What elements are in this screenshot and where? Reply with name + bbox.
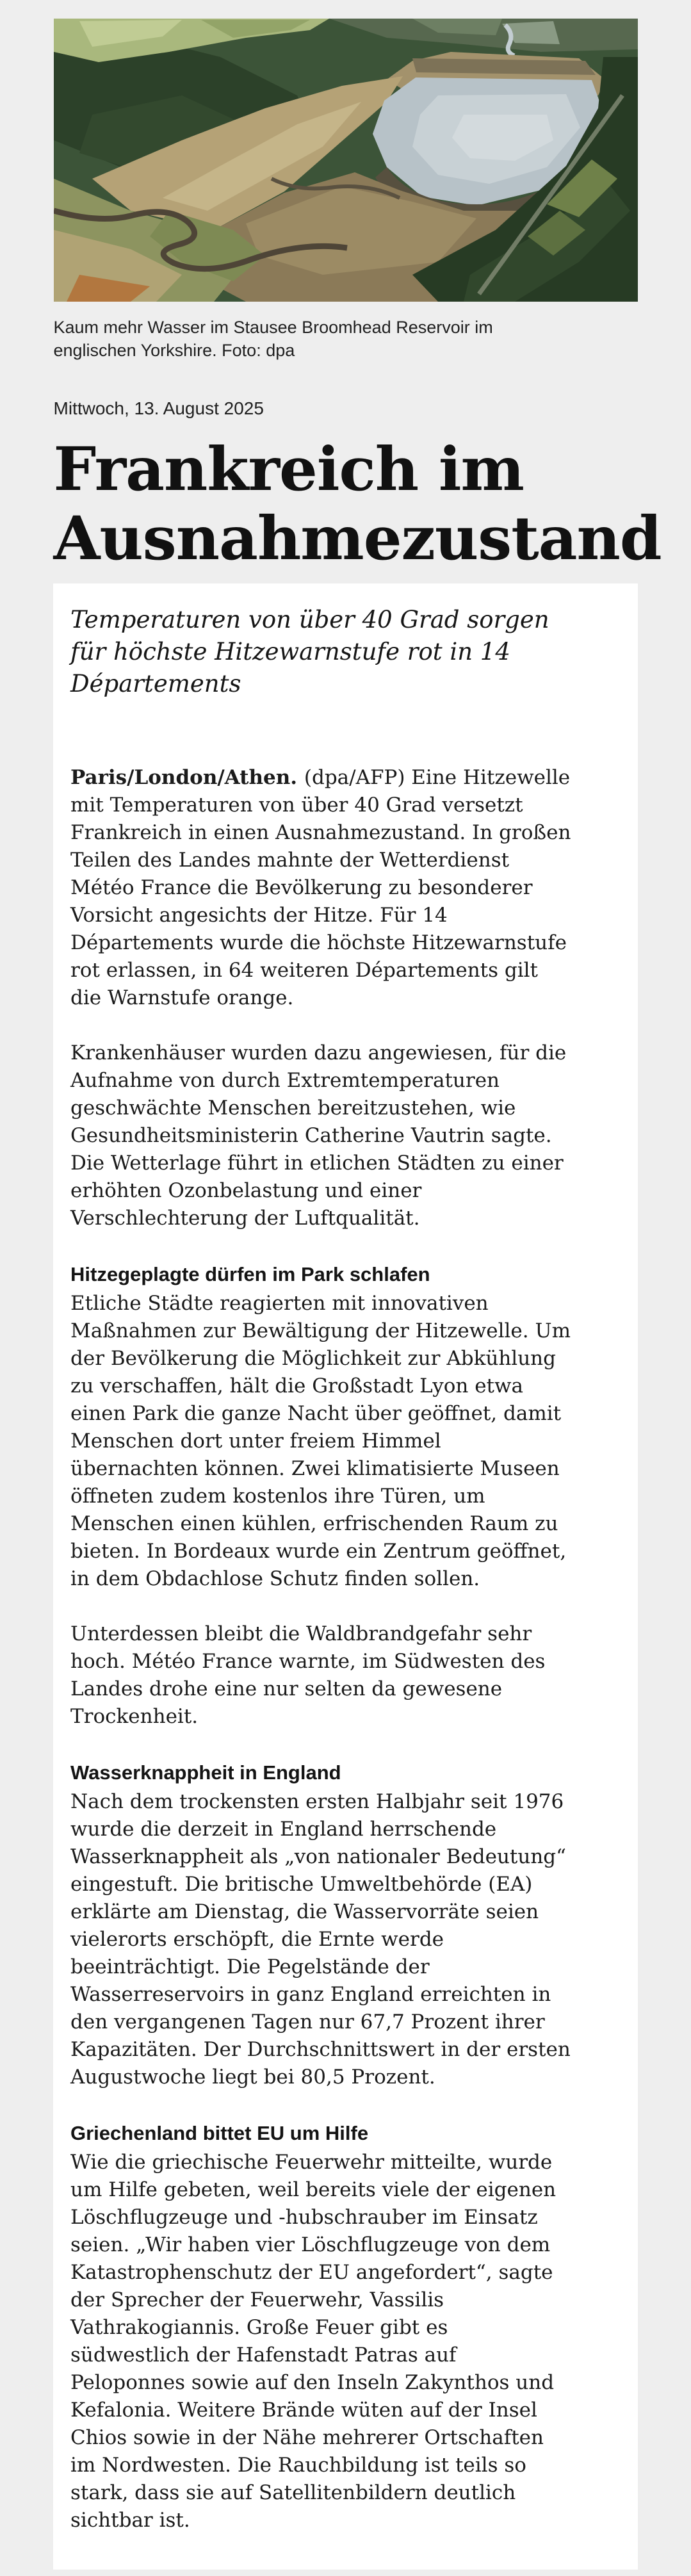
article-subheading: Hitzegeplagte dürfen im Park schlafen <box>70 1263 430 1285</box>
article-paragraph: Paris/London/Athen. (dpa/AFP) Eine Hitzewelle mit Temperaturen von über 40 Grad versetzt Frankreich in einen Ausnahmezustand. In großen Teilen des Landes mahnte der Wetterdienst Météo France die Bevölkerung zu besonderer Vorsicht angesichts der Hitze. Für 14 Départements wurde die höchste Hitzewarnstufe rot erlassen, in 64 weiteren Départements gilt die Warnstufe orange. <box>70 766 571 1009</box>
article-paragraph: Krankenhäuser wurden dazu angewiesen, für die Aufnahme von durch Extremtemperaturen geschwächte Menschen bereitzustehen, wie Gesundheitsministerin Catherine Vautrin sagte. Die Wetterlage führt in etlichen Städten zu einer erhöhten Ozonbelastung und einer Verschlechterung der Luftqualität. <box>70 1041 567 1230</box>
photo-caption: Kaum mehr Wasser im Stausee Broomhead Reservoir im englischen Yorkshire. Foto: dpa <box>53 318 493 360</box>
page-title: Frankreich im Ausnahmezustand <box>53 434 662 574</box>
article-photo <box>54 19 638 302</box>
article-paragraph: Wie die griechische Feuerwehr mitteilte, wurde um Hilfe gebeten, weil bereits viele der eigenen Löschflugzeuge und -hubschrauber im Einsatz seien. „Wir haben vier Löschflugzeuge von dem Katastrophenschutz der EU angefordert“, sagte der Sprecher der Feuerwehr, Vassilis Vathrakogiannis. Große Feuer gibt es südwestlich der Hafenstadt Patras auf Peloponnes sowie auf den Inseln Zakynthos und Kefalonia. Weitere Brände wüten auf der Insel Chios sowie in der Nähe mehrerer Ortschaften im Nordwesten. Die Rauchbildung ist teils so stark, dass sie auf Satellitenbildern deutlich sichtbar ist. <box>70 2151 557 2532</box>
article-paragraph: Etliche Städte reagierten mit innovativen Maßnahmen zur Bewältigung der Hitzewelle. Um der Bevölkerung die Möglichkeit zur Abkühlung zu verschaffen, hält die Großstadt Lyon etwa einen Park die ganze Nacht über geöffnet, damit Menschen dort unter freiem Himmel übernachten können. Zwei klimatisierte Museen öffneten zudem kostenlos ihre Türen, um Menschen einen kühlen, erfrischenden Raum zu bieten. In Bordeaux wurde ein Zentrum geöffnet, in dem Obdachlose Schutz finden sollen. <box>70 1292 571 1590</box>
article-paragraph: Unterdessen bleibt die Waldbrandgefahr sehr hoch. Météo France warnte, im Südwesten des Landes drohe eine nur selten da gewesene Trockenheit. <box>70 1622 546 1728</box>
article-column <box>53 19 662 574</box>
bottom-margin <box>0 2570 691 2576</box>
article-date: Mittwoch, 13. August 2025 <box>53 398 264 418</box>
reservoir-photo-illustration <box>54 19 638 302</box>
article-sections <box>70 764 573 2534</box>
article-card <box>53 583 638 2570</box>
article-subheading: Wasserknappheit in England <box>70 1761 341 1784</box>
article-subheading: Griechenland bittet EU um Hilfe <box>70 2122 369 2144</box>
article-paragraph: Nach dem trockensten ersten Halbjahr seit 1976 wurde die derzeit in England herrschende Wasserknappheit als „von nationaler Bedeutung“ eingestuft. Die britische Umweltbehörde (EA) erklärte am Dienstag, die Wasservorräte seien vielerorts erschöpft, die Ernte werde beeinträchtigt. Die Pegelstände der Wasserreservoirs in ganz England erreichten in den vergangenen Tagen nur 67,7 Prozent ihrer Kapazitäten. Der Durchschnittswert in der ersten Augustwoche liegt bei 80,5 Prozent. <box>70 1790 571 2089</box>
paragraph-lead: Paris/London/Athen. <box>70 766 304 789</box>
article-page <box>0 19 691 2576</box>
article-subtitle: Temperaturen von über 40 Grad sorgen für höchste Hitzewarnstufe rot in 14 Départements <box>70 606 549 697</box>
